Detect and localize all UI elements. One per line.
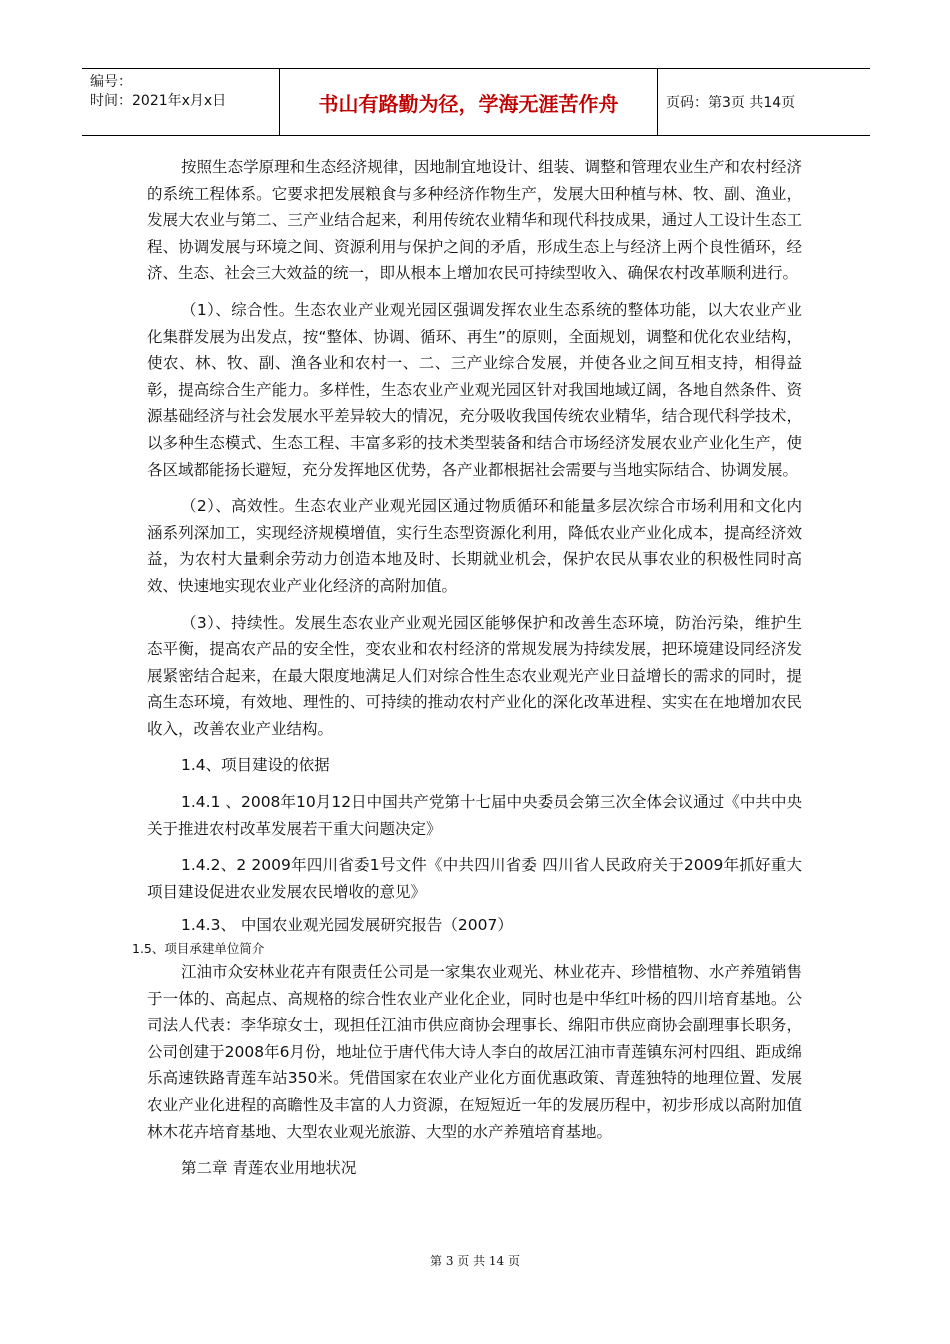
time-label: 时间：2021年x月x日: [90, 93, 227, 109]
section-heading-1-5: 1.5、项目承建单位简介: [132, 941, 265, 957]
header-meta: [82, 69, 280, 135]
number-label: 编号：: [90, 74, 132, 90]
page-header: [82, 68, 870, 136]
chapter-two-title: 第二章 青莲农业用地状况: [181, 1159, 357, 1178]
basis-item-1-4-1: 1.4.1 、2008年10月12日中国共产党第十七届中央委员会第三次全体会议通过《中共中央关于推进农村改革发展若干重大问题决定》: [147, 793, 802, 838]
paragraph-intro: 按照生态学原理和生态经济规律，因地制宜地设计、组装、调整和管理农业生产和农村经济的系统工程体系。它要求把发展粮食与多种经济作物生产，发展大田种植与林、牧、副、渔业，发展大农业与第二、三产业结合起来，利用传统农业精华和现代科技成果，通过人工设计生态工程、协调发展与环境之间、资源利用与保护之间的矛盾，形成生态上与经济上两个良性循环，经济、生态、社会三大效益的统一，即从根本上增加农民可持续型收入、确保农村改革顺利进行。: [147, 158, 802, 283]
header-slogan: 书山有路勤为径，学海无涯苦作舟: [280, 69, 658, 135]
basis-item-1-4-3: 1.4.3、 中国农业观光园发展研究报告（2007）: [181, 916, 513, 935]
basis-item-1-4-2: 1.4.2、2 2009年四川省委1号文件《中共四川省委 四川省人民政府关于2009年抓好重大项目建设促进农业发展农民增收的意见》: [147, 856, 802, 901]
paragraph-comprehensive: （1）、综合性。生态农业产业观光园区强调发挥农业生态系统的整体功能，以大农业产业化集群发展为出发点，按“整体、协调、循环、再生”的原则，全面规划，调整和优化农业结构，使农、林、牧、副、渔各业和农村一、二、三产业综合发展，并使各业之间互相支持，相得益彰，提高综合生产能力。多样性，生态农业产业观光园区针对我国地域辽阔，各地自然条件、资源基础经济与社会发展水平差异较大的情况，充分吸收我国传统农业精华，结合现代科学技术，以多种生态模式、生态工程、丰富多彩的技术类型装备和结合市场经济发展农业产业化生产，使各区域都能扬长避短，充分发挥地区优势，各产业都根据社会需要与当地实际结合、协调发展。: [147, 300, 802, 479]
paragraph-sustainability: （3）、持续性。发展生态农业产业观光园区能够保护和改善生态环境，防治污染，维护生态平衡，提高农产品的安全性，变农业和农村经济的常规发展为持续发展，把环境建设同经济发展紧密结合起来，在最大限度地满足人们对综合性生态农业观光产业日益增长的需求的同时，提高生态环境，有效地、理性的、可持续的推动农村产业化的深化改革进程、实实在在地增加农民收入，改善农业产业结构。: [147, 613, 802, 738]
paragraph-company-intro: 江油市众安林业花卉有限责任公司是一家集农业观光、林业花卉、珍惜植物、水产养殖销售于一体的、高起点、高规格的综合性农业产业化企业，同时也是中华红叶杨的四川培育基地。公司法人代表：李华琼女士，现担任江油市供应商协会理事长、绵阳市供应商协会副理事长职务，公司创建于2008年6月份，地址位于唐代伟大诗人李白的故居江油市青莲镇东河村四组、距成绵乐高速铁路青莲车站350米。凭借国家在农业产业化方面优惠政策、青莲独特的地理位置、发展农业产业化进程的高瞻性及丰富的人力资源，在短短近一年的发展历程中，初步形成以高附加值林木花卉培育基地、大型农业观光旅游、大型的水产养殖培育基地。: [147, 963, 802, 1141]
document-body: [132, 154, 802, 1182]
paragraph-efficiency: （2）、高效性。生态农业产业观光园区通过物质循环和能量多层次综合市场利用和文化内涵系列深加工，实现经济规模增值，实行生态型资源化利用，降低农业产业化成本，提高经济效益，为农村大量剩余劳动力创造本地及时、长期就业机会，保护农民从事农业的积极性同时高效、快速地实现农业产业化经济的高附加值。: [147, 497, 802, 595]
page-footer: 第 3 页 共 14 页: [430, 1254, 520, 1268]
header-page-label: 页码：第3页 共14页: [666, 95, 796, 111]
section-heading-1-4: 1.4、项目建设的依据: [181, 756, 330, 775]
